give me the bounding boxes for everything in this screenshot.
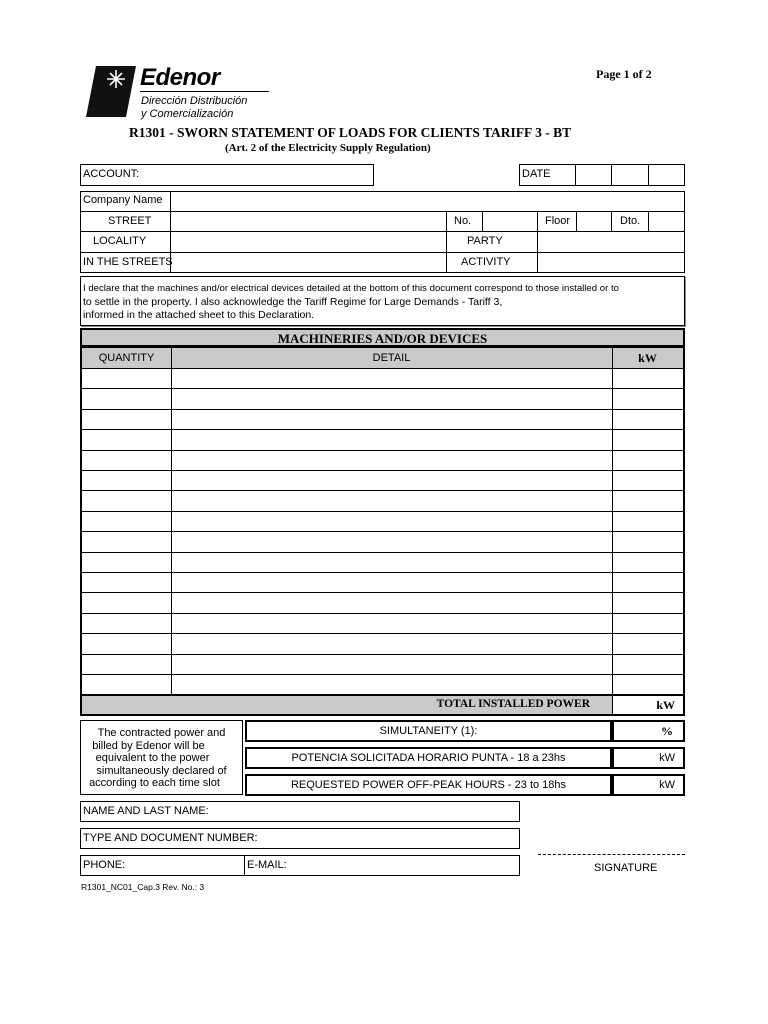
- in-streets-field[interactable]: [172, 254, 445, 272]
- detail-cell[interactable]: [171, 573, 612, 592]
- peak-power-label-cell: [245, 747, 612, 769]
- power-note-box: [80, 720, 243, 795]
- device-row: [82, 532, 683, 552]
- detail-cell[interactable]: [171, 553, 612, 572]
- power-note-line-1: The contracted power and: [97, 727, 226, 739]
- devices-table: [80, 346, 685, 716]
- date-month-field[interactable]: [611, 164, 649, 186]
- device-row: [82, 553, 683, 573]
- dto-label: Dto.: [620, 215, 641, 227]
- devices-title-bar: [80, 328, 685, 347]
- kw-cell[interactable]: [612, 369, 683, 388]
- detail-cell[interactable]: [171, 512, 612, 531]
- device-row: [82, 634, 683, 654]
- quantity-cell[interactable]: [82, 389, 171, 408]
- device-row: [82, 675, 683, 695]
- declaration-line-3: informed in the attached sheet to this Declaration.: [83, 309, 315, 321]
- quantity-cell[interactable]: [82, 675, 171, 694]
- client-col-divider: [576, 211, 577, 232]
- quantity-cell[interactable]: [82, 451, 171, 470]
- device-row: [82, 593, 683, 613]
- floor-field[interactable]: [578, 213, 610, 230]
- total-label-cell: [82, 695, 612, 714]
- device-row: [82, 410, 683, 430]
- peak-power-label: POTENCIA SOLICITADA HORARIO PUNTA - 18 a 23hs: [291, 752, 566, 764]
- client-col-divider: [482, 211, 483, 232]
- kw-cell[interactable]: [612, 410, 683, 429]
- offpeak-power-label: REQUESTED POWER OFF-PEAK HOURS - 23 to 18hs: [290, 779, 567, 791]
- quantity-cell[interactable]: [82, 430, 171, 449]
- col-detail-header: DETAIL: [372, 352, 411, 364]
- document-field[interactable]: [80, 828, 520, 849]
- activity-label: ACTIVITY: [461, 256, 511, 268]
- detail-cell[interactable]: [171, 614, 612, 633]
- declaration-line-2: to settle in the property. I also acknowledge the Tariff Regime for Large Demands - Tariff 3,: [83, 296, 503, 308]
- client-col-divider: [537, 211, 538, 273]
- power-note-line-5: according to each time slot: [89, 777, 220, 789]
- quantity-cell[interactable]: [82, 614, 171, 633]
- brand-subtitle-2: y Comercialización: [141, 108, 234, 120]
- document-label: TYPE AND DOCUMENT NUMBER:: [83, 832, 258, 844]
- kw-cell[interactable]: [612, 593, 683, 612]
- quantity-cell[interactable]: [82, 573, 171, 592]
- name-field[interactable]: [80, 801, 520, 822]
- company-name-field[interactable]: [172, 193, 683, 210]
- kw-cell[interactable]: [612, 573, 683, 592]
- detail-cell[interactable]: [171, 532, 612, 551]
- name-label: NAME AND LAST NAME:: [83, 805, 209, 817]
- kw-cell[interactable]: [612, 430, 683, 449]
- device-row: [82, 369, 683, 389]
- kw-cell[interactable]: [612, 614, 683, 633]
- peak-power-unit: kW: [659, 752, 675, 764]
- device-row: [82, 573, 683, 593]
- quantity-cell[interactable]: [82, 471, 171, 490]
- device-row: [82, 614, 683, 634]
- email-field[interactable]: [244, 855, 520, 876]
- kw-cell[interactable]: [612, 471, 683, 490]
- date-label-cell: [519, 164, 576, 186]
- power-note: [81, 727, 242, 790]
- devices-header-row: [82, 348, 683, 369]
- quantity-cell[interactable]: [82, 593, 171, 612]
- client-col-divider: [446, 211, 447, 273]
- logo-mark-icon: [86, 66, 138, 118]
- party-field[interactable]: [539, 233, 684, 251]
- col-divider: [171, 348, 172, 696]
- col-kw-header: kW: [638, 351, 657, 365]
- kw-cell[interactable]: [612, 655, 683, 674]
- total-installed-power-label: TOTAL INSTALLED POWER: [436, 698, 590, 710]
- device-row: [82, 471, 683, 491]
- simultaneity-label-cell: [245, 720, 612, 742]
- devices-title: MACHINERIES AND/OR DEVICES: [277, 331, 488, 346]
- quantity-cell[interactable]: [82, 634, 171, 653]
- brand-subtitle-1: Dirección Distribución: [141, 95, 248, 107]
- number-label: No.: [454, 215, 472, 227]
- device-row: [82, 430, 683, 450]
- power-note-line-2: billed by Edenor will be: [92, 739, 205, 752]
- locality-label: LOCALITY: [93, 235, 147, 247]
- offpeak-power-field[interactable]: [612, 774, 685, 796]
- quantity-cell[interactable]: [82, 410, 171, 429]
- detail-cell[interactable]: [171, 675, 612, 694]
- col-quantity-header: QUANTITY: [98, 352, 155, 364]
- detail-cell[interactable]: [171, 593, 612, 612]
- total-installed-power-field[interactable]: [613, 695, 683, 714]
- quantity-cell[interactable]: [82, 532, 171, 551]
- kw-cell[interactable]: [612, 451, 683, 470]
- dto-field[interactable]: [650, 213, 684, 230]
- detail-cell[interactable]: [171, 451, 612, 470]
- total-unit: kW: [656, 698, 675, 712]
- detail-cell[interactable]: [171, 471, 612, 490]
- page-number: Page 1 of 2: [596, 67, 652, 81]
- footer-code: R1301_NC01_Cap.3 Rev. No.: 3: [81, 882, 205, 892]
- device-row: [82, 491, 683, 511]
- form-subtitle: (Art. 2 of the Electricity Supply Regulation): [225, 142, 431, 154]
- form-title: R1301 - SWORN STATEMENT OF LOADS FOR CLIENTS TARIFF 3 - BT: [129, 125, 572, 140]
- date-day-field[interactable]: [575, 164, 612, 186]
- detail-cell[interactable]: [171, 491, 612, 510]
- date-year-field[interactable]: [648, 164, 685, 186]
- quantity-cell[interactable]: [82, 512, 171, 531]
- kw-cell[interactable]: [612, 553, 683, 572]
- device-row: [82, 451, 683, 471]
- locality-field[interactable]: [172, 233, 445, 251]
- declaration-box: [80, 276, 685, 326]
- floor-label: Floor: [545, 215, 571, 227]
- signature-label: SIGNATURE: [594, 862, 658, 874]
- offpeak-power-unit: kW: [659, 779, 675, 791]
- client-col-divider: [611, 211, 612, 232]
- kw-cell[interactable]: [612, 389, 683, 408]
- logo-rule: [140, 91, 269, 92]
- street-label: STREET: [108, 215, 152, 227]
- peak-power-field[interactable]: [612, 747, 685, 769]
- declaration-line-1: I declare that the machines and/or electrical devices detailed at the bottom of this document correspond to those installed or to: [83, 283, 619, 294]
- device-row: [82, 655, 683, 675]
- phone-field[interactable]: [80, 855, 245, 876]
- device-row: [82, 512, 683, 532]
- detail-cell[interactable]: [171, 410, 612, 429]
- kw-cell[interactable]: [612, 491, 683, 510]
- detail-cell[interactable]: [171, 369, 612, 388]
- quantity-cell[interactable]: [82, 369, 171, 388]
- activity-field[interactable]: [539, 254, 684, 272]
- kw-cell[interactable]: [612, 512, 683, 531]
- email-label: E-MAIL:: [247, 859, 287, 871]
- quantity-cell[interactable]: [82, 491, 171, 510]
- power-note-line-3: equivalent to the power: [95, 752, 210, 764]
- number-field[interactable]: [484, 213, 536, 230]
- detail-cell[interactable]: [171, 430, 612, 449]
- power-note-line-4: simultaneously declared of: [96, 764, 227, 777]
- simultaneity-field[interactable]: [612, 720, 685, 742]
- account-field[interactable]: [80, 164, 374, 186]
- quantity-cell[interactable]: [82, 655, 171, 674]
- date-label: DATE: [522, 168, 551, 180]
- in-streets-label: IN THE STREETS: [83, 256, 173, 268]
- detail-cell[interactable]: [171, 634, 612, 653]
- col-divider: [612, 348, 613, 714]
- company-name-label: Company Name: [83, 194, 163, 206]
- kw-cell[interactable]: [612, 634, 683, 653]
- street-field[interactable]: [172, 213, 445, 230]
- account-label: ACCOUNT:: [83, 168, 140, 180]
- kw-cell[interactable]: [612, 675, 683, 694]
- brand-name: Edenor: [140, 64, 220, 91]
- simultaneity-label: SIMULTANEITY (1):: [379, 725, 478, 737]
- signature-line[interactable]: [538, 854, 685, 855]
- detail-cell[interactable]: [171, 655, 612, 674]
- detail-cell[interactable]: [171, 389, 612, 408]
- quantity-cell[interactable]: [82, 553, 171, 572]
- device-row: [82, 389, 683, 409]
- client-col-divider: [648, 211, 649, 232]
- party-label: PARTY: [467, 235, 503, 247]
- offpeak-power-label-cell: [245, 774, 612, 796]
- phone-label: PHONE:: [83, 859, 126, 871]
- simultaneity-unit: %: [661, 724, 673, 738]
- kw-cell[interactable]: [612, 532, 683, 551]
